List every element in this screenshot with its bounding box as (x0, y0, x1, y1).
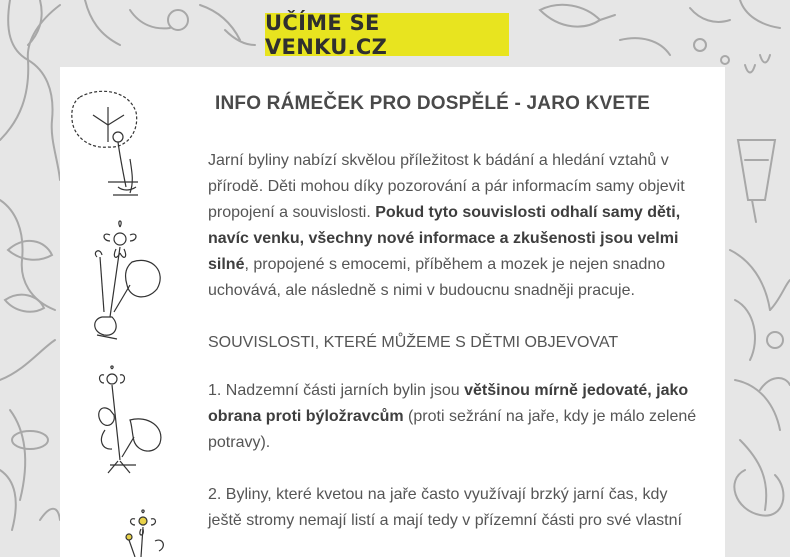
coltsfoot-icon (68, 87, 146, 199)
page-title: INFO RÁMEČEK PRO DOSPĚLÉ - JARO KVETE (215, 93, 650, 114)
intro-text: Jarní byliny nabízí skvělou příležitost k bádání a hledání vztahů v přírodě. Děti mohou díky pozorování a pár informacím samy objevit propojení a souvislosti. (208, 152, 685, 221)
info-text (208, 148, 703, 534)
intro-text-end: , propojené s emocemi, příběhem a mozek je nejen snadno uchovává, ale následně s nimi v budoucnu snadněji pracuje. (208, 256, 666, 299)
point-1 (208, 378, 703, 456)
liverwort-icon (72, 217, 168, 345)
point-2-text: 2. Byliny, které kvetou na jaře často využívají brzký jarní čas, kdy ještě stromy nemají listí a mají tedy v přízemní části pro své vlastní (208, 486, 682, 529)
point-1-bold-text: většinou mírně jedovaté, jako obrana proti býložravcům (208, 382, 689, 425)
point-1-text: 1. Nadzemní části jarních bylin jsou (208, 382, 465, 399)
intro-bold-text: Pokud tyto souvislosti odhalí samy děti, navíc venku, všechny nové informace a zkušenosti jsou velmi silné (208, 204, 681, 273)
violet-icon (90, 365, 170, 475)
brand-banner[interactable] (265, 10, 509, 59)
section-title: SOUVISLOSTI, KTERÉ MŮŽEME S DĚTMI OBJEVOVAT (208, 334, 619, 351)
brand-label: UČÍME SE VENKU.CZ (265, 10, 388, 59)
intro-paragraph (208, 148, 703, 304)
point-1-text-end: (proti sežrání na jaře, kdy je málo zelené potravy). (208, 408, 697, 451)
point-2 (208, 482, 703, 534)
info-card (60, 67, 725, 557)
ranunculus-icon (115, 507, 175, 557)
